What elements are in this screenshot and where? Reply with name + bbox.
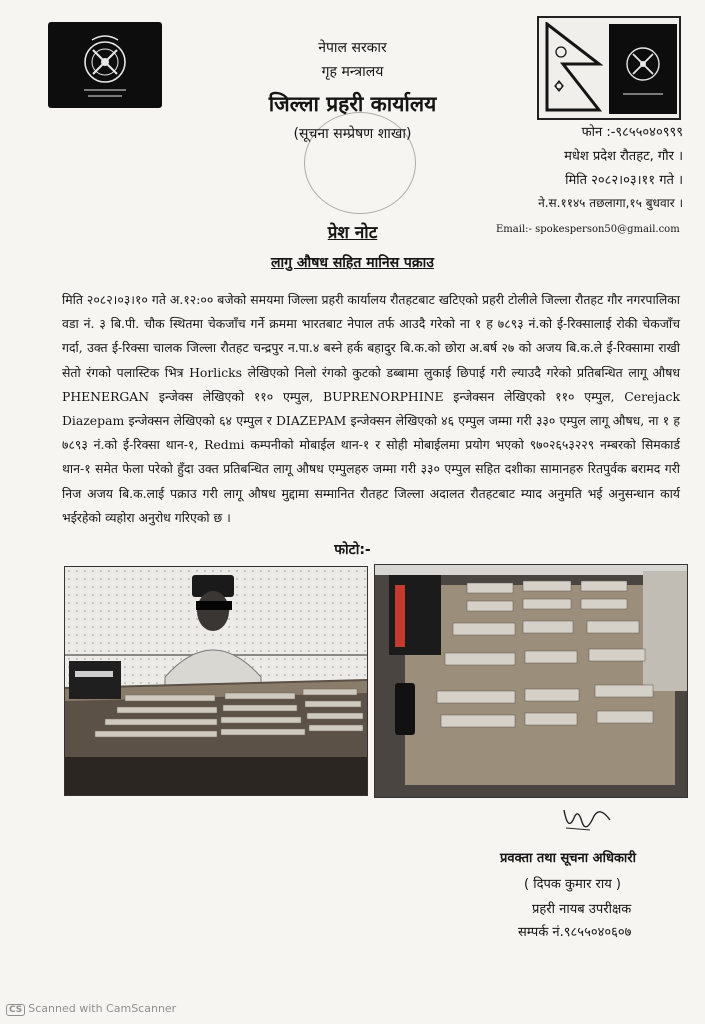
camscanner-watermark [6, 1002, 176, 1016]
signatory-rank: प्रहरी नायब उपरीक्षक [532, 902, 632, 917]
camscanner-text: Scanned with CamScanner [28, 1002, 177, 1015]
photo-arrested-person-image [65, 567, 367, 795]
photo-seized-items [374, 564, 688, 798]
office-stamp [304, 112, 416, 214]
press-note-body: मिति २०८२।०३।१० गते अ.१२:०० बजेको समयमा जिल्ला प्रहरी कार्यालय रौतहटबाट खटिएको प्रहरी टोलीले जिल्ला रौतहट गौर नगरपालिका वडा नं. ३ बि.पी. चौक स्थितमा चेकजाँच गर्ने क्रममा भारतबाट नेपाल तर्फ आउदै गरेको ना १ ह ७८९३ नं.को ई-रिक्सालाई रोकी चेकजाँच गर्दा, उक्त ई-रिक्सा चालक जिल्ला रौतहट चन्द्रपुर न.पा.४ बस्ने हर्क बहादुर बि.क.को छोरा अ.बर्ष २७ को अजय बि.क.ले ई-रिक्सामा राखी सेतो रंगको पलास्टिक भित्र Horlicks लेखिएको निलो रंगको कुटको डब्बामा लुकाई छिपाई गरी ल्याउदै गरेको प्रतिबन्धित लागू औषध PHENERGAN इन्जेक्स लेखिएको ११० एम्पुल, BUPRENORPHINE इन्जेक्सन लेखिएको ११० एम्पुल, Cerejack Diazepam इन्जेक्सन लेखिएको ६४ एम्पुल र DIAZEPAM इन्जेक्सन लेखिएको ४६ एम्पुल जम्मा गरी ३३० एम्पुल लागू औषध, ना १ ह ७८९३ नं.को ई-रिक्सा थान-१, Redmi कम्पनीको मोबाईल थान-१ र सोही मोबाईलमा प्रयोग भएको ९७०२६५३२२९ नम्बरको सिमकार्ड थान-१ समेत फेला परेको हुँदा उक्त प्रतिबन्धित लागू औषध एम्पुलहरु जम्मा गरी ३३० एम्पुल सहित दशीका सामानहरु रितपुर्वक बरामद गरी निज अजय बि.क.लाई पक्राउ गरी लागू औषध मुद्दामा सम्मानित रौतहट जिल्ला अदालत रौतहटबाट म्याद अनुमति भई अनुसन्धान कार्य भईरहेको व्यहोरा अनुरोध गरिएको छ । [62, 292, 680, 525]
signatory-name: ( दिपक कुमार राय ) [524, 877, 621, 892]
issue-date: मिति २०८२।०३।११ गते । [565, 173, 683, 188]
photo-seized-items-image [375, 565, 687, 797]
section-name: (सूचना सम्प्रेषण शाखा) [293, 126, 412, 142]
office-phone: फोन :-९८५५०४०९९९ [581, 125, 683, 140]
govt-name: नेपाल सरकार [318, 40, 387, 56]
subject-heading: लागु औषध सहित मानिस पक्राउ [271, 255, 434, 271]
photo-label: फोटो:- [334, 542, 371, 558]
office-name: जिल्ला प्रहरी कार्यालय [268, 92, 437, 116]
handwritten-signature [560, 800, 616, 840]
signatory-contact: सम्पर्क नं.९८५५०४०६०७ [518, 925, 632, 940]
nepal-sambat-date: ने.स.११४५ तछलागा,१५ बुधवार । [538, 196, 683, 210]
page-title: प्रेश नोट [327, 223, 378, 243]
photo-arrested-person [64, 566, 368, 796]
signatory-role: प्रवक्ता तथा सूचना अधिकारी [500, 851, 636, 866]
ministry-name: गृह मन्त्रालय [321, 64, 384, 80]
camscanner-logo-icon: CS [6, 1004, 25, 1016]
office-email: Email:- spokesperson50@gmail.com [496, 224, 680, 235]
office-address: मधेश प्रदेश रौतहट, गौर । [564, 149, 683, 164]
